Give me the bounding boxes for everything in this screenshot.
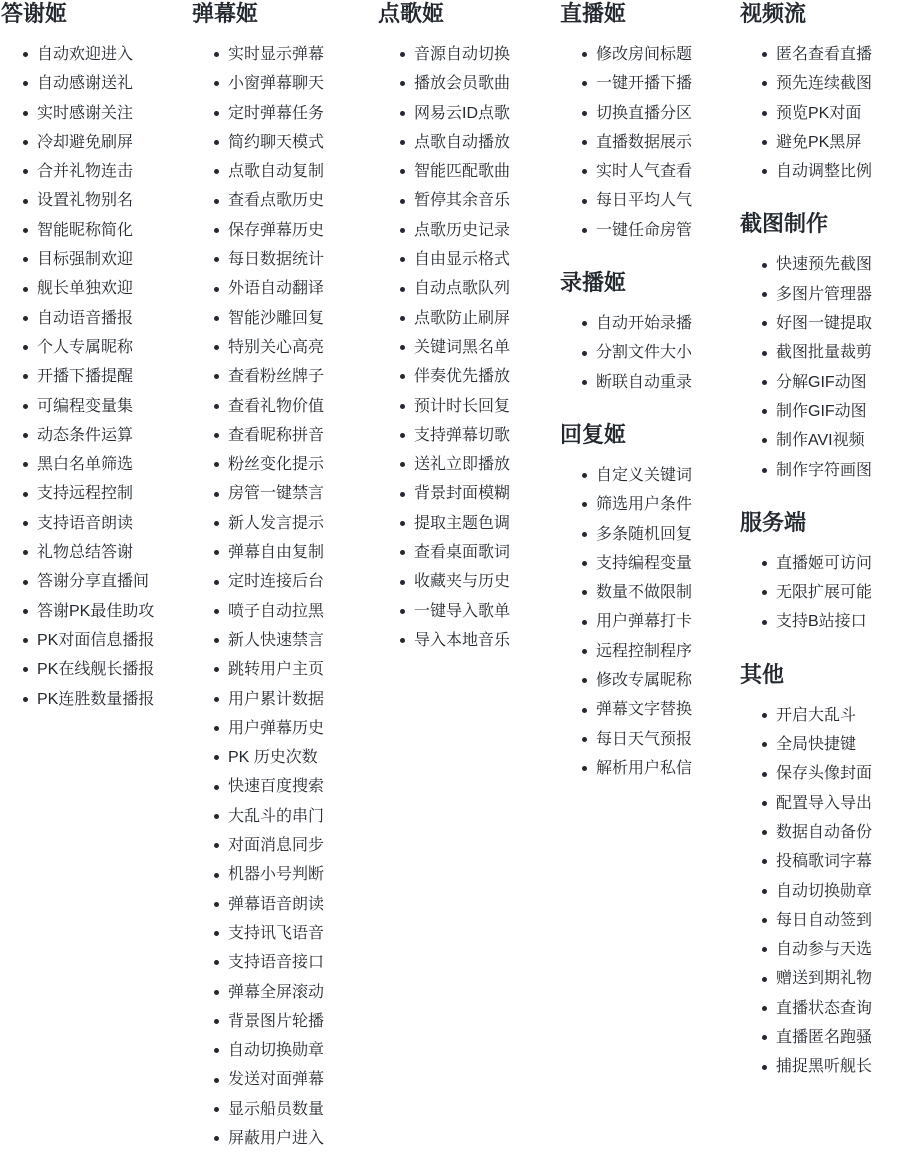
feature-item: 支持弹幕切歌 <box>414 421 564 450</box>
feature-item: 预先连续截图 <box>776 69 913 98</box>
feature-item: 多条随机回复 <box>596 520 746 549</box>
feature-item: 制作AVI视频 <box>776 426 913 455</box>
feature-item: 直播数据展示 <box>596 128 746 157</box>
feature-section <box>378 0 564 655</box>
feature-item: 直播姬可访问 <box>776 549 913 578</box>
feature-item: 背景封面模糊 <box>414 479 564 508</box>
feature-item: 实时显示弹幕 <box>228 40 378 69</box>
feature-item: PK在线舰长播报 <box>37 655 187 684</box>
feature-item: 自动感谢送礼 <box>37 69 187 98</box>
feature-item: 新人发言提示 <box>228 509 378 538</box>
feature-item: 每日自动签到 <box>776 906 913 935</box>
feature-item: 一键任命房管 <box>596 216 746 245</box>
feature-item: 伴奏优先播放 <box>414 362 564 391</box>
feature-item: 查看桌面歌词 <box>414 538 564 567</box>
feature-item: 投稿歌词字幕 <box>776 847 913 876</box>
feature-item: 背景图片轮播 <box>228 1007 378 1036</box>
feature-item: 快速预先截图 <box>776 250 913 279</box>
feature-item: 支持远程控制 <box>37 479 187 508</box>
feature-item: 快速百度搜索 <box>228 772 378 801</box>
feature-item: 自动开始录播 <box>596 309 746 338</box>
feature-item: 关键词黑名单 <box>414 333 564 362</box>
feature-item: 避免PK黑屏 <box>776 128 913 157</box>
feature-item: PK 历史次数 <box>228 743 378 772</box>
feature-section <box>192 0 378 1153</box>
feature-item: 分解GIF动图 <box>776 368 913 397</box>
feature-item: 智能昵称简化 <box>37 216 187 245</box>
section-title: 其他 <box>740 661 785 687</box>
feature-item: 点歌自动播放 <box>414 128 564 157</box>
feature-item: 每日平均人气 <box>596 186 746 215</box>
feature-item: 远程控制程序 <box>596 637 746 666</box>
feature-item: 全局快捷键 <box>776 730 913 759</box>
feature-item: 答谢PK最佳助攻 <box>37 597 187 626</box>
feature-item: 自由显示格式 <box>414 245 564 274</box>
feature-item: 预计时长回复 <box>414 392 564 421</box>
feature-item: 自动参与天选 <box>776 935 913 964</box>
feature-list <box>192 40 378 1153</box>
feature-item: 断联自动重录 <box>596 368 746 397</box>
feature-item: 数量不做限制 <box>596 578 746 607</box>
feature-item: 好图一键提取 <box>776 309 913 338</box>
feature-list <box>740 250 913 484</box>
feature-item: PK连胜数量播报 <box>37 685 187 714</box>
feature-item: 支持B站接口 <box>776 607 913 636</box>
feature-column-4 <box>560 0 746 783</box>
feature-item: 捕捉黑听舰长 <box>776 1052 913 1081</box>
feature-item: 弹幕全屏滚动 <box>228 978 378 1007</box>
feature-item: 自动语音播报 <box>37 304 187 333</box>
feature-item: 动态条件运算 <box>37 421 187 450</box>
feature-item: 用户弹幕打卡 <box>596 607 746 636</box>
feature-list <box>560 40 746 245</box>
feature-item: 送礼立即播放 <box>414 450 564 479</box>
feature-item: 修改房间标题 <box>596 40 746 69</box>
feature-item: 网易云ID点歌 <box>414 99 564 128</box>
feature-item: 答谢分享直播间 <box>37 567 187 596</box>
feature-section <box>740 210 913 484</box>
feature-item: 简约聊天模式 <box>228 128 378 157</box>
feature-section <box>740 661 913 1082</box>
feature-item: 截图批量裁剪 <box>776 338 913 367</box>
feature-item: 弹幕文字替换 <box>596 695 746 724</box>
feature-item: 解析用户私信 <box>596 754 746 783</box>
feature-section <box>740 0 913 186</box>
feature-item: 多图片管理器 <box>776 280 913 309</box>
feature-item: 实时感谢关注 <box>37 99 187 128</box>
section-title: 录播姬 <box>560 270 627 296</box>
section-title: 截图制作 <box>740 211 829 237</box>
feature-item: 支持语音朗读 <box>37 509 187 538</box>
feature-list <box>378 40 564 655</box>
feature-section <box>560 0 746 245</box>
feature-list <box>740 701 913 1082</box>
feature-item: 自动切换勋章 <box>228 1036 378 1065</box>
feature-item: 匿名查看直播 <box>776 40 913 69</box>
feature-item: 修改专属昵称 <box>596 666 746 695</box>
feature-item: 保存头像封面 <box>776 759 913 788</box>
feature-item: 显示船员数量 <box>228 1095 378 1124</box>
feature-item: 无限扩展可能 <box>776 578 913 607</box>
feature-item: 对面消息同步 <box>228 831 378 860</box>
feature-item: 可编程变量集 <box>37 392 187 421</box>
feature-item: 发送对面弹幕 <box>228 1065 378 1094</box>
feature-item: 自动调整比例 <box>776 157 913 186</box>
feature-list <box>740 40 913 186</box>
feature-item: 配置导入导出 <box>776 789 913 818</box>
feature-item: 切换直播分区 <box>596 99 746 128</box>
feature-item: 预览PK对面 <box>776 99 913 128</box>
feature-item: 用户累计数据 <box>228 685 378 714</box>
feature-item: 大乱斗的串门 <box>228 802 378 831</box>
feature-item: 小窗弹幕聊天 <box>228 69 378 98</box>
feature-item: 点歌历史记录 <box>414 216 564 245</box>
feature-item: 保存弹幕历史 <box>228 216 378 245</box>
feature-item: 特别关心高亮 <box>228 333 378 362</box>
feature-item: 自动欢迎进入 <box>37 40 187 69</box>
feature-item: 点歌自动复制 <box>228 157 378 186</box>
feature-item: 合并礼物连击 <box>37 157 187 186</box>
section-title: 服务端 <box>740 509 807 535</box>
feature-item: 跳转用户主页 <box>228 655 378 684</box>
feature-list <box>560 309 746 397</box>
feature-item: 弹幕语音朗读 <box>228 890 378 919</box>
feature-item: 一键开播下播 <box>596 69 746 98</box>
feature-item: 查看点歌历史 <box>228 186 378 215</box>
section-title: 答谢姬 <box>1 1 68 26</box>
feature-item: 目标强制欢迎 <box>37 245 187 274</box>
feature-item: 用户弹幕历史 <box>228 714 378 743</box>
feature-section <box>1 0 187 714</box>
feature-item: 支持语音接口 <box>228 948 378 977</box>
feature-item: 舰长单独欢迎 <box>37 274 187 303</box>
feature-section <box>560 269 746 397</box>
feature-item: 智能匹配歌曲 <box>414 157 564 186</box>
feature-item: 筛选用户条件 <box>596 490 746 519</box>
feature-item: 粉丝变化提示 <box>228 450 378 479</box>
feature-item: 查看昵称拼音 <box>228 421 378 450</box>
feature-item: 喷子自动拉黑 <box>228 597 378 626</box>
feature-item: 查看粉丝牌子 <box>228 362 378 391</box>
feature-item: 支持讯飞语音 <box>228 919 378 948</box>
feature-item: 提取主题色调 <box>414 509 564 538</box>
feature-item: 直播状态查询 <box>776 994 913 1023</box>
feature-column-1 <box>1 0 187 714</box>
feature-item: 制作GIF动图 <box>776 397 913 426</box>
feature-item: 赠送到期礼物 <box>776 964 913 993</box>
feature-item: 分割文件大小 <box>596 338 746 367</box>
section-title: 直播姬 <box>560 1 627 26</box>
feature-item: 礼物总结答谢 <box>37 538 187 567</box>
feature-item: 机器小号判断 <box>228 860 378 889</box>
feature-item: 开启大乱斗 <box>776 701 913 730</box>
feature-item: 点歌防止刷屏 <box>414 304 564 333</box>
feature-item: 自动点歌队列 <box>414 274 564 303</box>
feature-column-2 <box>192 0 378 1153</box>
feature-list <box>740 549 913 637</box>
feature-item: 冷却避免刷屏 <box>37 128 187 157</box>
feature-item: 智能沙雕回复 <box>228 304 378 333</box>
feature-item: 查看礼物价值 <box>228 392 378 421</box>
feature-item: 数据自动备份 <box>776 818 913 847</box>
feature-item: 设置礼物别名 <box>37 186 187 215</box>
feature-item: 每日天气预报 <box>596 725 746 754</box>
feature-item: 开播下播提醒 <box>37 362 187 391</box>
feature-item: PK对面信息播报 <box>37 626 187 655</box>
feature-item: 导入本地音乐 <box>414 626 564 655</box>
feature-item: 音源自动切换 <box>414 40 564 69</box>
feature-item: 定时弹幕任务 <box>228 99 378 128</box>
section-title: 回复姬 <box>560 421 627 447</box>
feature-section <box>560 421 746 783</box>
feature-item: 黑白名单筛选 <box>37 450 187 479</box>
feature-item: 屏蔽用户进入 <box>228 1124 378 1153</box>
feature-list <box>560 461 746 783</box>
feature-item: 新人快速禁言 <box>228 626 378 655</box>
feature-item: 每日数据统计 <box>228 245 378 274</box>
feature-section <box>740 509 913 637</box>
feature-item: 自定义关键词 <box>596 461 746 490</box>
feature-item: 直播匿名跑骚 <box>776 1023 913 1052</box>
feature-item: 制作字符画图 <box>776 456 913 485</box>
feature-list <box>1 40 187 714</box>
feature-item: 定时连接后台 <box>228 567 378 596</box>
feature-item: 自动切换勋章 <box>776 877 913 906</box>
feature-item: 个人专属昵称 <box>37 333 187 362</box>
feature-item: 暂停其余音乐 <box>414 186 564 215</box>
feature-item: 实时人气查看 <box>596 157 746 186</box>
feature-column-3 <box>378 0 564 655</box>
section-title: 弹幕姬 <box>192 1 259 26</box>
feature-item: 收藏夹与历史 <box>414 567 564 596</box>
section-title: 视频流 <box>740 1 807 26</box>
feature-item: 播放会员歌曲 <box>414 69 564 98</box>
feature-column-5 <box>740 0 913 1082</box>
feature-item: 一键导入歌单 <box>414 597 564 626</box>
feature-item: 房管一键禁言 <box>228 479 378 508</box>
feature-item: 弹幕自由复制 <box>228 538 378 567</box>
feature-item: 支持编程变量 <box>596 549 746 578</box>
section-title: 点歌姬 <box>378 1 445 26</box>
feature-item: 外语自动翻译 <box>228 274 378 303</box>
